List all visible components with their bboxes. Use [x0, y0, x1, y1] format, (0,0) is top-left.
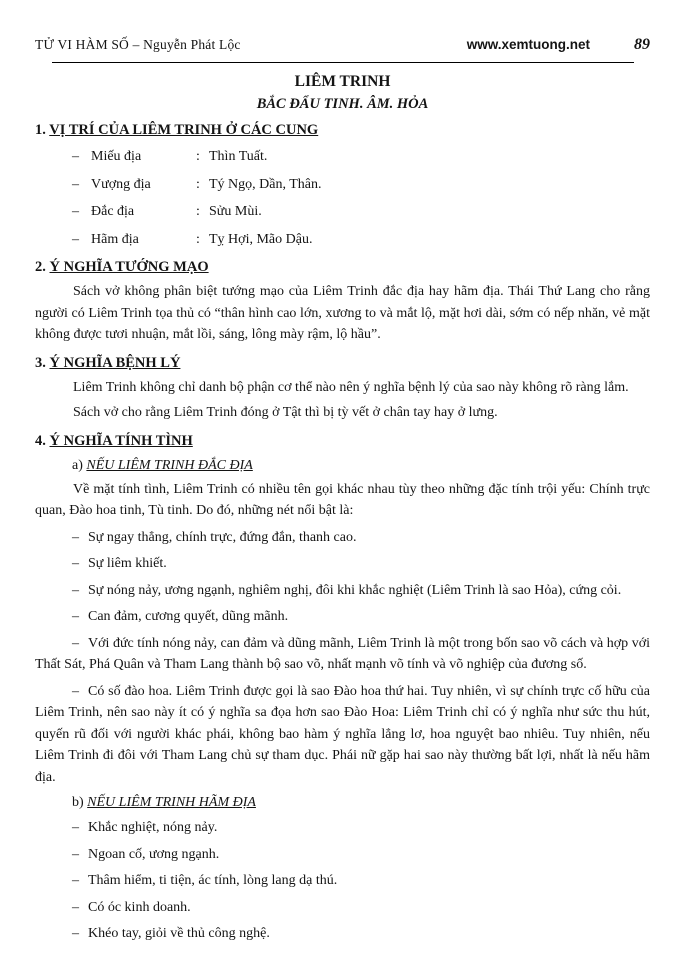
- position-row: [72, 147, 650, 166]
- section-3-paragraph-2: Sách vở cho rằng Liêm Trinh đóng ở Tật thì bị tỳ vết ở chân tay hay ở lưng.: [73, 405, 498, 420]
- section-2-number: 2.: [35, 259, 50, 275]
- colon-separator: :: [196, 231, 200, 247]
- trait-list-a: [35, 527, 650, 789]
- dash-bullet: –: [72, 204, 79, 219]
- position-value: Thìn Tuất.: [209, 149, 268, 164]
- section-2-heading: 2. Ý NGHĨA TƯỚNG MẠO: [35, 259, 209, 275]
- section-1-number: 1.: [35, 122, 50, 138]
- dash-bullet: –: [72, 529, 79, 545]
- position-value: Sửu Mùi.: [209, 204, 262, 219]
- dash-bullet: –: [72, 899, 79, 915]
- subsection-b-label: b): [72, 795, 88, 810]
- position-row: [72, 202, 650, 221]
- dash-bullet: –: [72, 231, 79, 247]
- star-title: LIÊM TRINH: [294, 73, 391, 90]
- page-number: 89: [634, 36, 650, 53]
- dash-bullet: –: [72, 609, 79, 624]
- trait-item: – Sự liêm khiết.: [72, 556, 167, 571]
- position-row: [72, 175, 650, 194]
- position-label: Vượng địa: [91, 176, 151, 192]
- page-header: [35, 36, 650, 54]
- position-label: Hãm địa: [91, 231, 139, 247]
- trait-list-b: [35, 817, 650, 945]
- trait-item: – Sự ngay thẳng, chính trực, đứng đắn, thanh cao.: [72, 529, 357, 545]
- colon-separator: :: [196, 149, 200, 164]
- dash-bullet: –: [72, 683, 79, 699]
- dash-bullet: –: [72, 820, 79, 835]
- section-3-paragraph-1: Liêm Trinh không chỉ danh bộ phận cơ thể nào nên ý nghĩa bệnh lý của sao này không rõ ràng lắm.: [73, 379, 629, 395]
- subsection-a-label: a): [72, 457, 87, 473]
- position-list: [72, 147, 650, 249]
- dash-bullet: –: [72, 149, 79, 164]
- position-label: Miếu địa: [91, 149, 142, 164]
- section-2-paragraph: Sách vở không phân biệt tướng mạo của Liêm Trinh đắc địa hay hãm địa. Thái Thứ Lang cho rằng người có Liêm Trinh tọa thủ có “thân hình cao lớn, xương to và mắt lộ, mặt hơi dài, sớm có nếp nhăn, vẻ mặt không được tươi nhuận, mắt lồi, sáng, lông mày rậm, lộ hầu”.: [35, 284, 650, 342]
- subsection-a-heading: a) NẾU LIÊM TRINH ĐẮC ĐỊA: [72, 457, 253, 473]
- trait-item: – Có số đào hoa. Liêm Trinh được gọi là sao Đào hoa thứ hai. Tuy nhiên, vì sự chính trực cố hữu của Liêm Trinh, nên sao này ít có ý nghĩa sa đọa hơn sao Đào Hoa: Liêm Trinh chỉ có ý nghĩa như sức thu hút, quyến rũ đối với người khác phái, không bao hàm ý nghĩa lẳng lơ, hoa nguyệt bao nhiêu. Tuy nhiên, nếu Liêm Trinh đi đôi với Tham Lang chủ sự tham dục. Phái nữ gặp hai sao này thường bất lợi, nhất là nếu hãm địa.: [35, 683, 650, 785]
- book-title: TỬ VI HÀM SỐ – Nguyễn Phát Lộc: [35, 37, 241, 52]
- dash-bullet: –: [72, 846, 79, 862]
- trait-item: – Ngoan cố, ương ngạnh.: [72, 846, 220, 862]
- position-value: Tỵ Hợi, Mão Dậu.: [209, 231, 313, 247]
- trait-item: – Sự nóng nảy, ương ngạnh, nghiêm nghị, đôi khi khắc nghiệt (Liêm Trinh là sao Hỏa), cứng cỏi.: [72, 582, 622, 598]
- position-row: [72, 230, 650, 249]
- header-rule: [52, 62, 634, 63]
- trait-item: – Có óc kinh doanh.: [72, 899, 191, 915]
- dash-bullet: –: [72, 926, 79, 941]
- trait-item: – Khắc nghiệt, nóng nảy.: [72, 820, 218, 835]
- section-4-heading: 4. Ý NGHĨA TÍNH TÌNH: [35, 432, 193, 449]
- trait-item: – Với đức tính nóng nảy, can đảm và dũng mãnh, Liêm Trinh là một trong bốn sao võ cách và hợp với Thất Sát, Phá Quân và Tham Lang thành bộ sao võ, nhất mạnh võ tính và võ nghiệp của đương số.: [35, 635, 650, 672]
- star-subtitle: BẮC ĐẨU TINH. ÂM. HỎA: [256, 96, 429, 112]
- dash-bullet: –: [72, 873, 79, 888]
- position-value: Tý Ngọ, Dần, Thân.: [209, 176, 322, 192]
- trait-item: – Thâm hiểm, ti tiện, ác tính, lòng lang dạ thú.: [72, 873, 338, 888]
- website-text: www.xemtuong.net: [466, 37, 590, 52]
- dash-bullet: –: [72, 176, 79, 192]
- position-label: Đắc địa: [91, 204, 135, 219]
- section-1-heading: 1. VỊ TRÍ CỦA LIÊM TRINH Ở CÁC CUNG: [35, 122, 319, 138]
- dash-bullet: –: [72, 556, 79, 571]
- colon-separator: :: [196, 204, 200, 219]
- dash-bullet: –: [72, 582, 79, 598]
- trait-item: – Can đảm, cương quyết, dũng mãnh.: [72, 609, 289, 624]
- trait-item: – Khéo tay, giỏi về thủ công nghệ.: [72, 926, 270, 941]
- dash-bullet: –: [72, 635, 79, 651]
- colon-separator: :: [196, 176, 200, 192]
- section-4-number: 4.: [35, 432, 50, 449]
- section-3-heading: 3. Ý NGHĨA BỆNH LÝ: [35, 354, 181, 371]
- section-3-number: 3.: [35, 354, 50, 371]
- subsection-b-heading: b) NẾU LIÊM TRINH HÃM ĐỊA: [72, 795, 256, 810]
- subsection-a-intro: Về mặt tính tình, Liêm Trinh có nhiều tên gọi khác nhau tùy theo những đặc tính trội yếu: Chính trực quan, Đào hoa tinh, Tù tinh. Do đó, những nét nổi bật là:: [35, 481, 650, 518]
